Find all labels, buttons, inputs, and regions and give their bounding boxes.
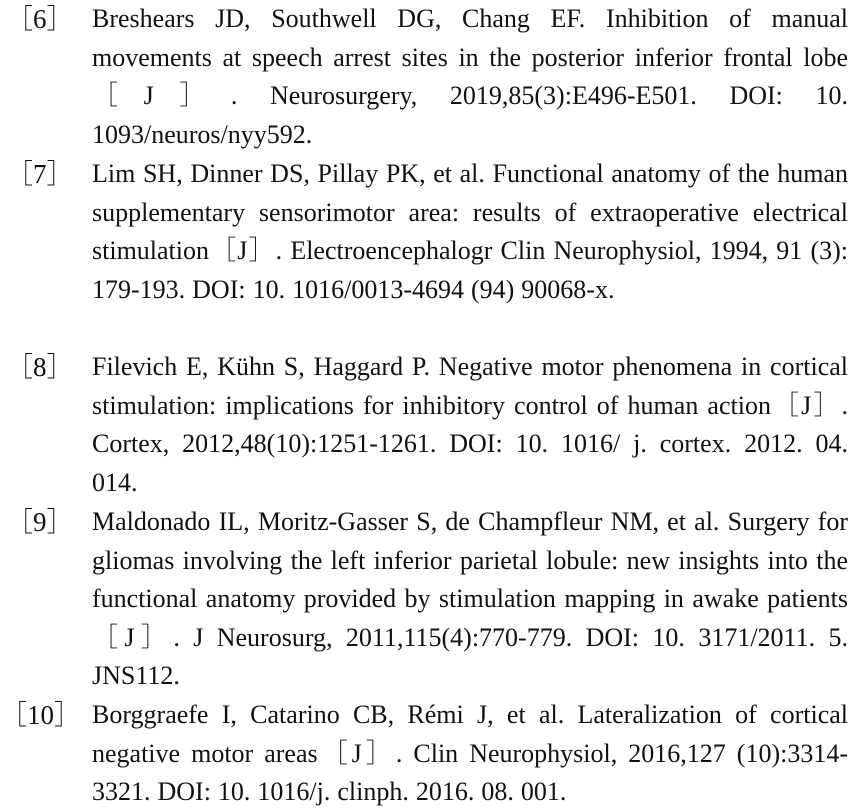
reference-number: ［9］ [6,507,74,537]
reference-text: Borggraefe I, Catarino CB, Rémi J, et al. Lateralization of cortical negative motor areas［J］. Clin Neurophysiol, 2016,127 (10):3314-3321. DOI: 10. 1016/j. clinph. 2016. 08. 001. [92,700,848,806]
reference-text: Filevich E, Kühn S, Haggard P. Negative motor phenomena in cortical stimulation: implications for inhibitory control of human action［J］. Cortex, 2012,48(10):1251-1261. DOI: 10. 1016/ j. cortex. 2012. 04. 014. [92,352,848,497]
reference-number: ［7］ [6,159,74,189]
reference-number: ［6］ [6,4,74,34]
reference-text: Maldonado IL, Moritz-Gasser S, de Champfleur NM, et al. Surgery for gliomas involving the left inferior parietal lobule: new insights into the functional anatomy provided by stimulation mapping in awake patients［J］. J Neurosurg, 2011,115(4):770-779. DOI: 10. 3171/2011. 5. JNS112. [92,507,848,690]
reference-number: ［10］ [0,700,81,730]
reference-number: ［8］ [6,352,74,382]
reference-text: Breshears JD, Southwell DG, Chang EF. Inhibition of manual movements at speech arrest sites in the posterior inferior frontal lobe［J］. Neurosurgery, 2019,85(3):E496-E501. DOI: 10. 1093/neuros/nyy592. [92,4,848,149]
reference-text: Lim SH, Dinner DS, Pillay PK, et al. Functional anatomy of the human supplementary sensorimotor area: results of extraoperative electrical stimulation［J］. Electroencephalogr Clin Neurophysiol, 1994, 91 (3): 179-193. DOI: 10. 1016/0013-4694 (94) 90068-x. [92,159,848,304]
